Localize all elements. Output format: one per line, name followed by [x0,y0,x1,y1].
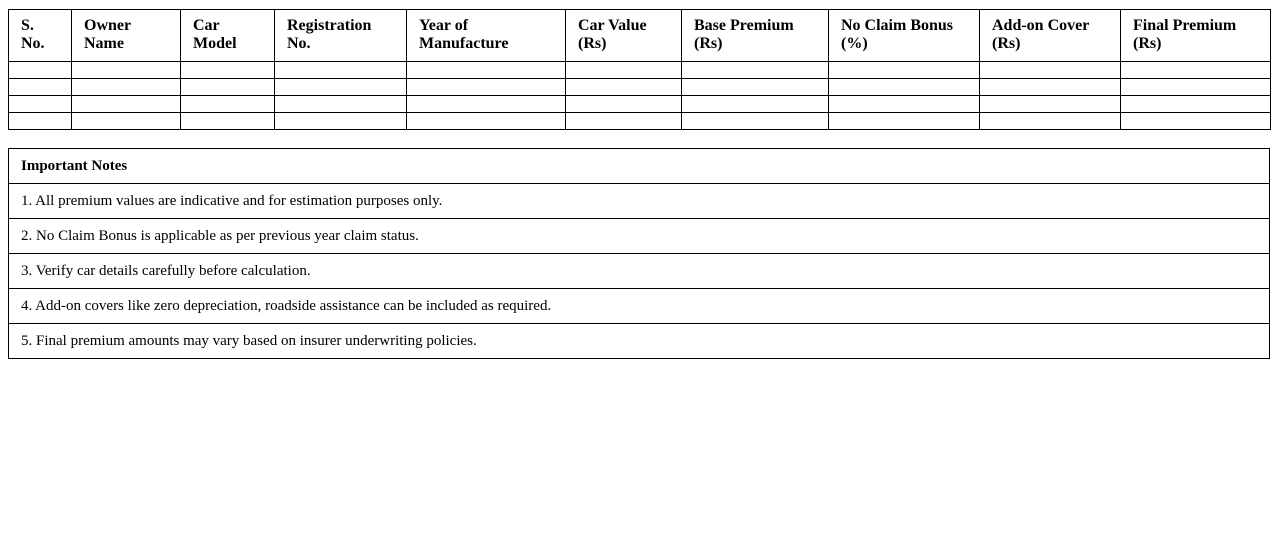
table-cell[interactable] [72,79,181,96]
header-row [9,10,1271,62]
header-no-claim-bonus [829,10,980,62]
header-serial-no [9,10,72,62]
table-cell[interactable] [407,96,566,113]
note-row [9,184,1270,219]
header-line: (%) [841,35,868,52]
table-cell[interactable] [566,79,682,96]
table-cell[interactable] [275,79,407,96]
table-cell[interactable] [1121,96,1271,113]
header-base-premium [682,10,829,62]
table-cell[interactable] [980,79,1121,96]
table-cell[interactable] [275,113,407,130]
table-cell[interactable] [829,113,980,130]
table-cell[interactable] [9,62,72,79]
header-line: Car [193,17,220,34]
table-cell[interactable] [682,113,829,130]
header-line: Year of [419,17,469,34]
note-row [9,289,1270,324]
table-cell[interactable] [9,79,72,96]
header-car-value [566,10,682,62]
table-cell[interactable] [72,113,181,130]
table-cell[interactable] [275,96,407,113]
table-cell[interactable] [9,113,72,130]
header-line: (Rs) [694,35,723,52]
header-line: Final Premium [1133,17,1237,34]
note-item: 4. Add-on covers like zero depreciation, roadside assistance can be included as required. [9,289,1270,324]
header-add-on-cover [980,10,1121,62]
notes-heading-row [9,149,1270,184]
header-line: S. [21,17,34,34]
table-cell[interactable] [1121,79,1271,96]
table-cell[interactable] [566,113,682,130]
notes-heading: Important Notes [9,149,1270,184]
table-cell[interactable] [566,62,682,79]
table-cell[interactable] [275,62,407,79]
table-cell[interactable] [181,96,275,113]
table-cell[interactable] [682,96,829,113]
note-item: 5. Final premium amounts may vary based on insurer underwriting policies. [9,324,1270,359]
header-registration-no [275,10,407,62]
important-notes-table [8,148,1270,359]
header-line: No. [21,35,45,52]
header-line: Name [84,35,124,52]
header-line: No. [287,35,311,52]
table-cell[interactable] [980,113,1121,130]
header-line: (Rs) [578,35,607,52]
header-line: Registration [287,17,372,34]
header-year-of-manufacture [407,10,566,62]
table-row [9,96,1271,113]
table-cell[interactable] [682,79,829,96]
header-line: Model [193,35,237,52]
table-cell[interactable] [407,79,566,96]
header-line: (Rs) [992,35,1021,52]
header-line: No Claim Bonus [841,17,954,34]
table-cell[interactable] [181,62,275,79]
table-cell[interactable] [829,96,980,113]
table-cell[interactable] [407,113,566,130]
note-item: 3. Verify car details carefully before calculation. [9,254,1270,289]
insurance-calculation-table [8,9,1271,130]
header-line: Base Premium [694,17,794,34]
header-line: Add-on Cover [992,17,1090,34]
note-row [9,254,1270,289]
note-row [9,219,1270,254]
table-cell[interactable] [980,96,1121,113]
table-cell[interactable] [682,62,829,79]
table-cell[interactable] [72,96,181,113]
table-row [9,79,1271,96]
header-car-model [181,10,275,62]
note-item: 1. All premium values are indicative and for estimation purposes only. [9,184,1270,219]
table-cell[interactable] [9,96,72,113]
header-owner-name [72,10,181,62]
header-line: Owner [84,17,132,34]
note-row [9,324,1270,359]
table-cell[interactable] [566,96,682,113]
header-line: Car Value [578,17,647,34]
table-cell[interactable] [72,62,181,79]
header-line: (Rs) [1133,35,1162,52]
header-final-premium [1121,10,1271,62]
note-item: 2. No Claim Bonus is applicable as per previous year claim status. [9,219,1270,254]
header-line: Manufacture [419,35,509,52]
table-cell[interactable] [181,79,275,96]
table-cell[interactable] [829,79,980,96]
table-cell[interactable] [407,62,566,79]
table-row [9,62,1271,79]
table-cell[interactable] [980,62,1121,79]
table-cell[interactable] [1121,113,1271,130]
table-cell[interactable] [829,62,980,79]
table-cell[interactable] [181,113,275,130]
table-cell[interactable] [1121,62,1271,79]
table-row [9,113,1271,130]
